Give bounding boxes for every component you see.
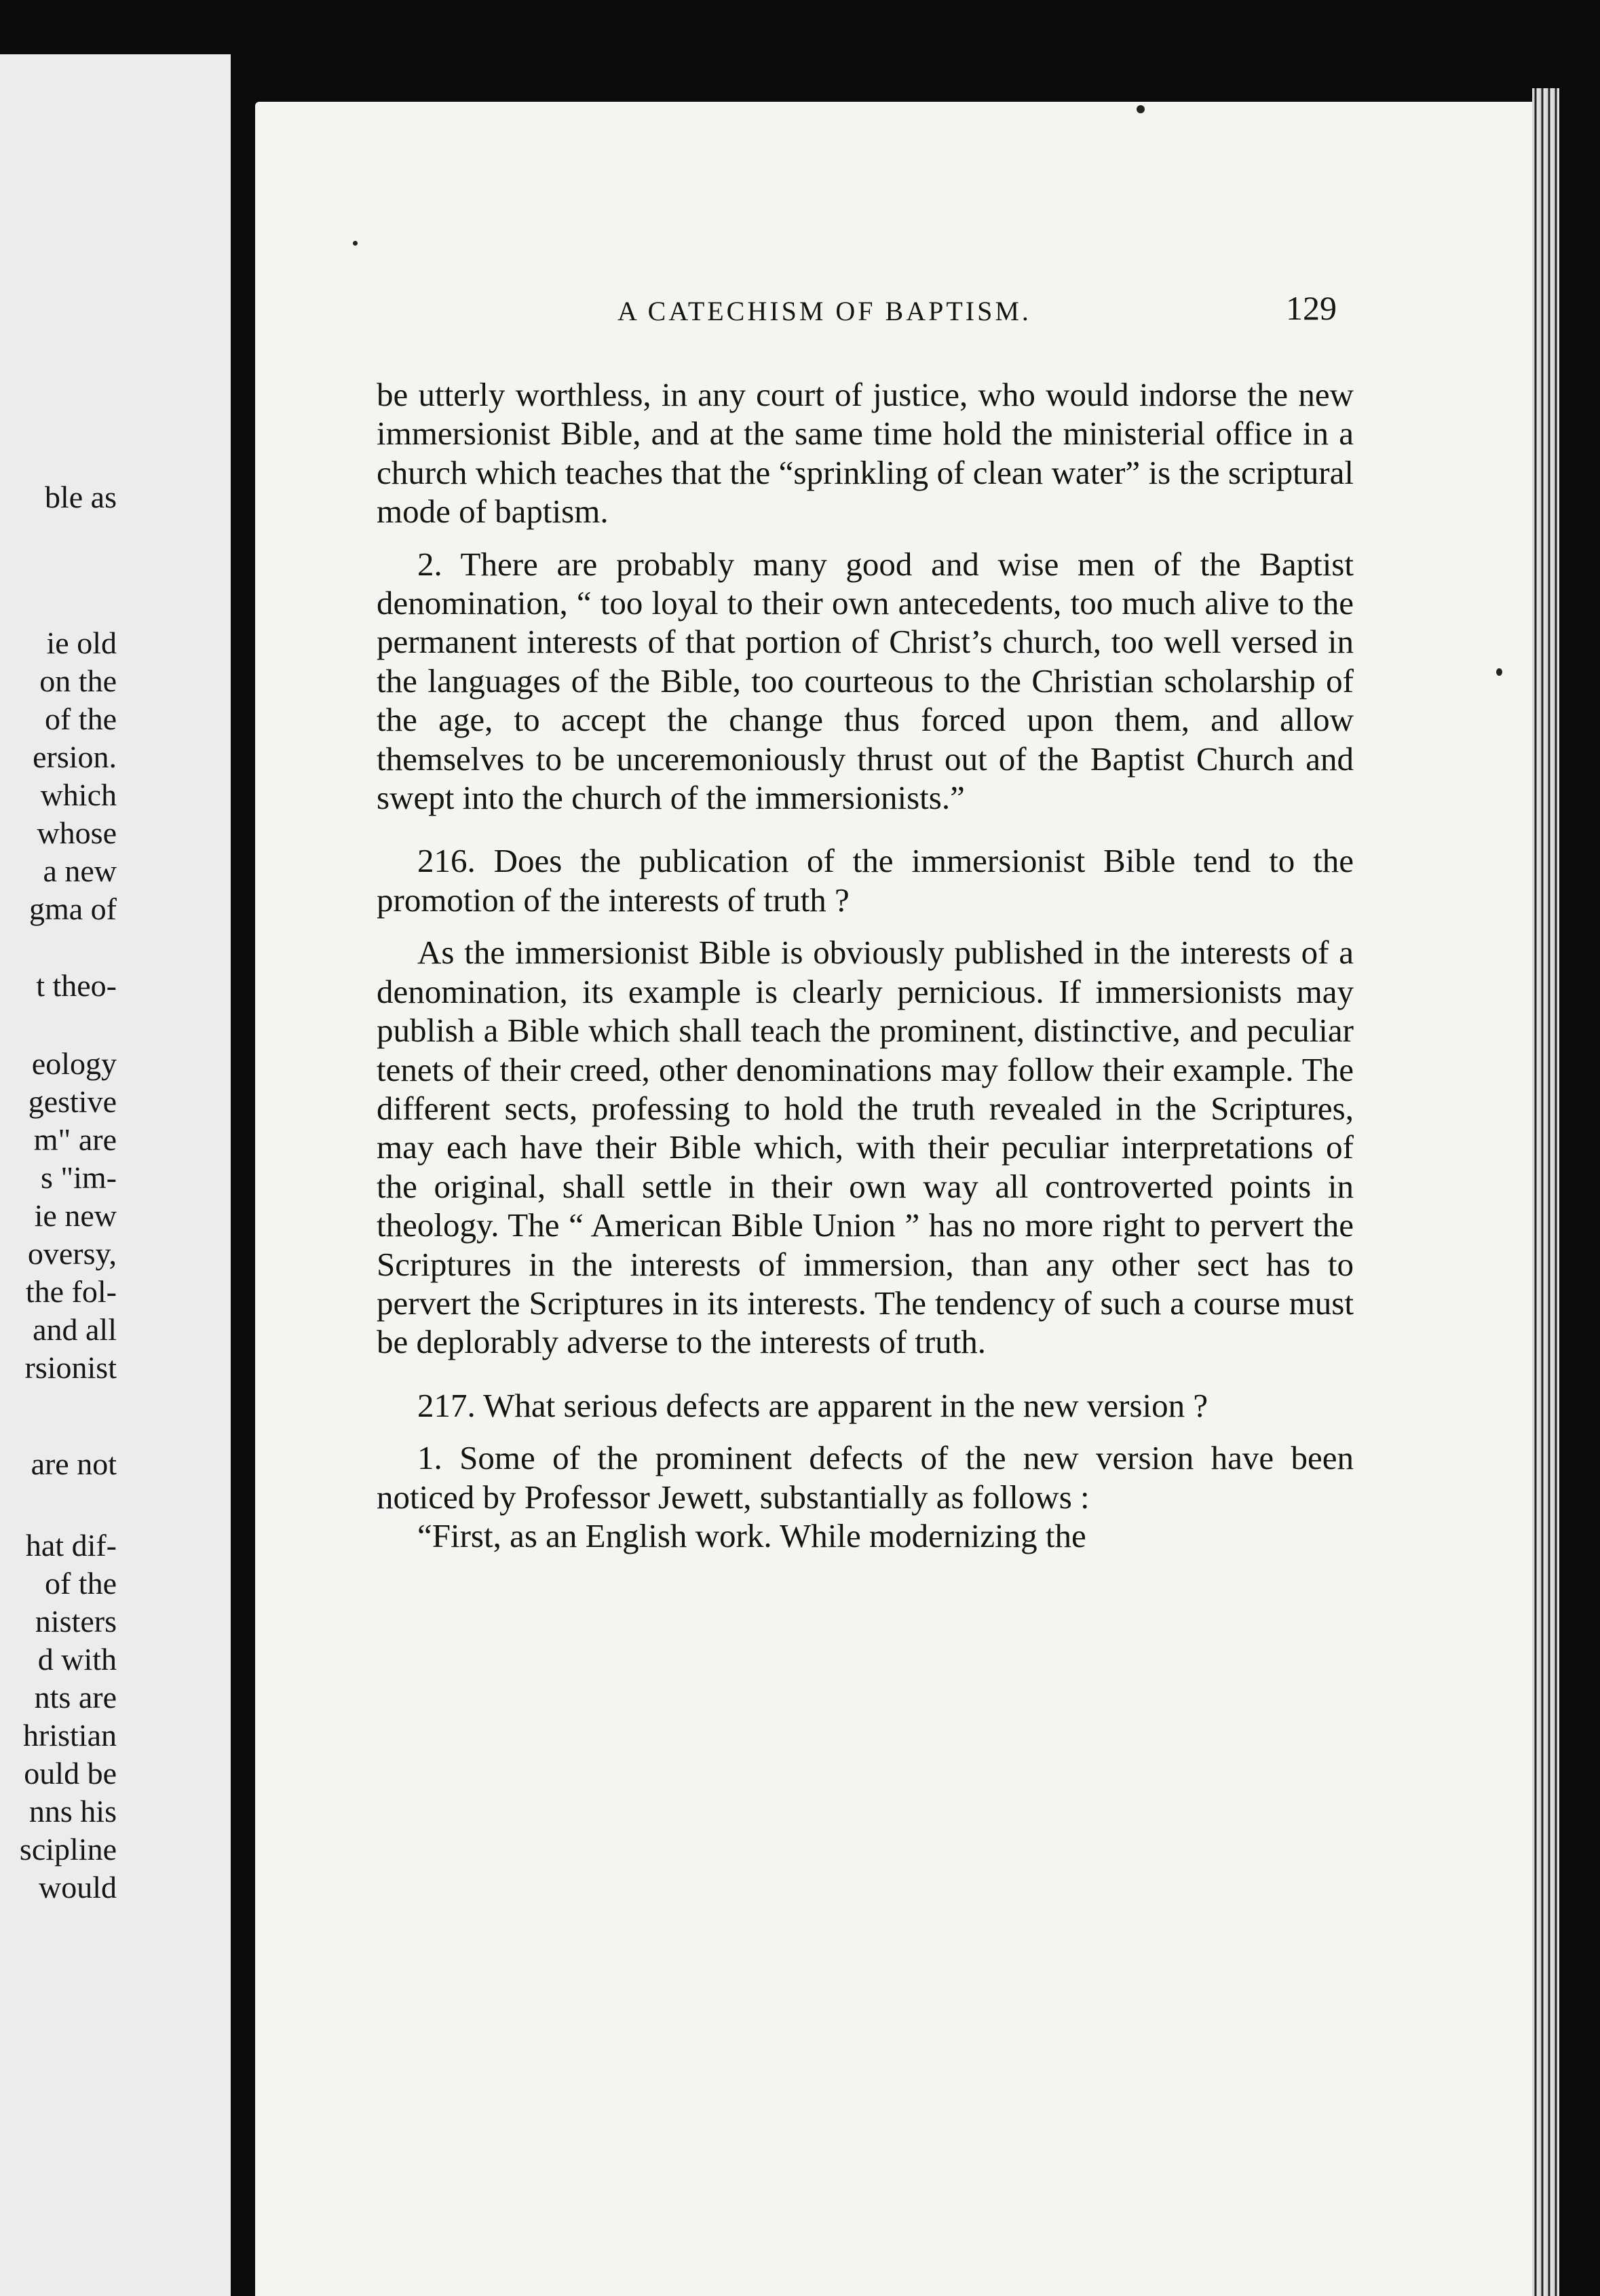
left-page-fragment: on the bbox=[39, 664, 117, 698]
dust-speck bbox=[1496, 668, 1502, 676]
paragraph: As the immersionist Bible is obviously published in the interests of a denomination, its example is clearly pernicious. If immersionists may publish a Bible which shall teach the prominent, distinctive, and peculiar tenets of their creed, other denominations may follow their example. The different sects, professing to hold the truth revealed in the Scriptures, may each have their Bible which, with their peculiar interpretations of the original, shall settle in their own way all controverted points in theology. The “ American Bible Union ” has no more right to pervert the Scriptures in the interests of immersion, than any other sect has to pervert the Scriptures in its interests. The tendency of such a course must be deplorably adverse to the interests of truth. bbox=[377, 934, 1354, 1361]
left-page-fragment: m" are bbox=[33, 1122, 117, 1157]
left-page-fragment: hristian bbox=[23, 1718, 117, 1753]
left-page-fragment: nisters bbox=[35, 1604, 117, 1639]
left-page-fragment: whose bbox=[37, 816, 117, 850]
page-body bbox=[377, 375, 1354, 1555]
left-page-fragment: ie old bbox=[46, 626, 117, 660]
left-page-fragment: eology bbox=[31, 1046, 117, 1081]
left-facing-page bbox=[0, 54, 231, 2296]
dust-speck bbox=[353, 241, 358, 246]
paragraph: “First, as an English work. While modernizing the bbox=[417, 1516, 1086, 1554]
question-heading: 217. What serious defects are apparent in the new version ? bbox=[417, 1386, 1208, 1424]
left-page-fragment: t theo- bbox=[36, 968, 117, 1003]
dust-speck bbox=[1137, 105, 1145, 113]
left-page-fragment: ble as bbox=[44, 480, 117, 514]
page-edge-stack bbox=[1532, 88, 1559, 2296]
left-page-fragment: scipline bbox=[19, 1832, 117, 1867]
left-page-fragment: would bbox=[39, 1870, 117, 1905]
left-page-fragment: s "im- bbox=[40, 1160, 117, 1195]
left-page-fragment: of the bbox=[44, 702, 117, 736]
left-page-fragment: a new bbox=[43, 854, 117, 888]
scan-border bbox=[1559, 88, 1600, 2296]
left-page-fragment: nts are bbox=[34, 1680, 117, 1715]
left-page-fragment: of the bbox=[44, 1566, 117, 1601]
left-page-fragment: and all bbox=[33, 1312, 117, 1347]
left-page-fragment: ie new bbox=[34, 1198, 117, 1233]
left-page-fragment: d with bbox=[37, 1642, 117, 1677]
paragraph: 1. Some of the prominent defects of the new version have been noticed by Professor Jewett, substantially as follows : bbox=[377, 1439, 1354, 1516]
left-page-fragment: nns his bbox=[28, 1794, 117, 1829]
left-page-fragment: gma of bbox=[28, 892, 117, 926]
left-page-fragment: ould be bbox=[24, 1756, 117, 1791]
question-heading: 216. Does the publication of the immersionist Bible tend to the promotion of the interests of truth ? bbox=[377, 842, 1354, 919]
left-page-fragment: hat dif- bbox=[25, 1528, 117, 1563]
page-number: 129 bbox=[1286, 289, 1337, 327]
book-gutter bbox=[231, 0, 258, 2296]
paragraph: 2. There are probably many good and wise men of the Baptist denomination, “ too loyal to their own antecedents, too much alive to the permanent interests of that portion of Christ’s church, too well versed in the languages of the Bible, too courteous to the Christian scholarship of the age, to accept the change thus forced upon them, and allow themselves to be unceremoniously thrust out of the Baptist Church and swept into the church of the immersionists.” bbox=[377, 545, 1354, 817]
running-head: A CATECHISM OF BAPTISM. bbox=[617, 296, 1031, 326]
left-page-fragment: gestive bbox=[28, 1084, 117, 1119]
left-page-fragment: oversy, bbox=[27, 1236, 117, 1271]
left-page-fragment: which bbox=[40, 778, 117, 812]
left-page-fragment: the fol- bbox=[25, 1274, 117, 1309]
left-page-fragment: are not bbox=[31, 1447, 117, 1481]
paragraph: be utterly worthless, in any court of justice, who would indorse the new immersionist Bible, and at the same time hold the ministerial office in a church which teaches that the “sprinkling of clean water” is the scriptural mode of baptism. bbox=[377, 376, 1354, 531]
left-page-fragment: ersion. bbox=[33, 740, 117, 774]
left-page-fragment: rsionist bbox=[24, 1350, 117, 1385]
